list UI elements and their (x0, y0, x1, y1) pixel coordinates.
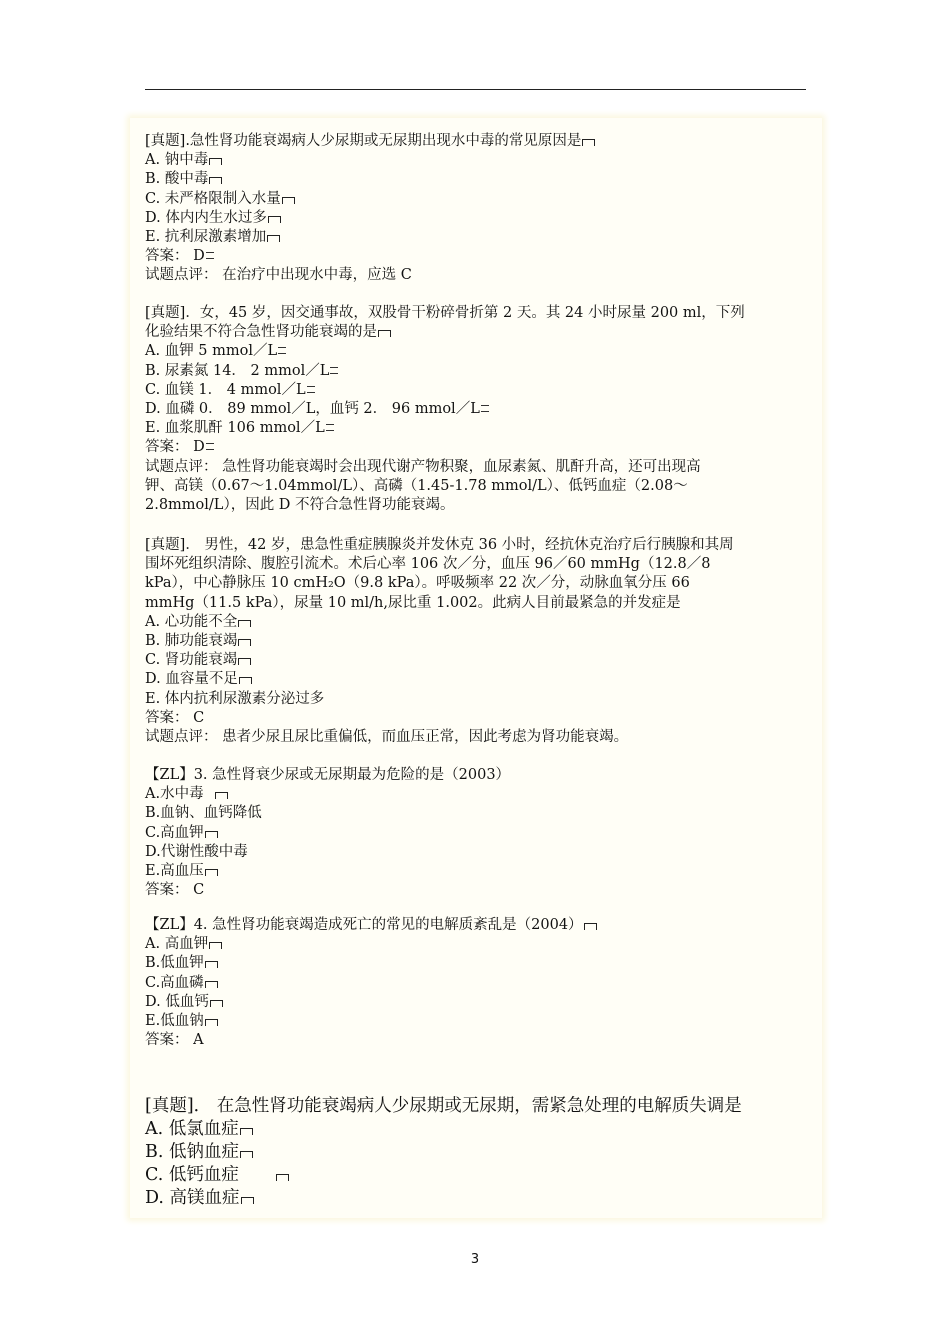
option-a: A. 钠中毒 (145, 152, 209, 169)
option-e: E.低血钠 (145, 1013, 204, 1030)
end-mark-icon (206, 443, 214, 450)
blank-mark-icon (209, 942, 222, 949)
header-rule (145, 89, 806, 90)
blank-mark-icon (276, 1174, 289, 1181)
question-stem: [真题]．女，45 岁，因交通事故，双股骨干粉碎骨折第 2 天。其 24 小时尿量 200 ml，下列 (145, 305, 745, 321)
option-b: B. 尿素氮 14． 2 mmol／L (145, 362, 330, 379)
answer: 答案： D (145, 439, 205, 456)
option-c: C.高血钾 (145, 824, 204, 841)
option-e: E. 抗利尿激素增加 (145, 229, 267, 246)
end-mark-icon (307, 386, 315, 393)
blank-mark-icon (240, 1151, 253, 1158)
option-a: A.水中毒 (145, 786, 204, 803)
comment: 试题点评： 患者少尿且尿比重偏低，而血压正常，因此考虑为肾功能衰竭。 (145, 729, 629, 746)
blank-mark-icon (584, 923, 597, 930)
answer: 答案： A (145, 1032, 204, 1049)
comment-cont: 钾、高镁（0.67～1.04mmol/L）、高磷（1.45-1.78 mmol/L）、低钙血症（2.08～ (145, 477, 688, 494)
blank-mark-icon (205, 981, 218, 988)
blank-mark-icon (209, 158, 222, 165)
option-c: C. 未严格限制入水量 (145, 190, 281, 207)
blank-mark-icon (209, 177, 222, 184)
question-3 (145, 536, 817, 747)
question-4 (145, 766, 817, 900)
blank-mark-icon (210, 1000, 223, 1007)
question-stem-cont: 围坏死组织清除、腹腔引流术。术后心率 106 次／分，血压 96／60 mmHg（12.8／8 (145, 556, 711, 573)
end-mark-icon (481, 405, 489, 412)
option-c: C. 低钙血症 (145, 1165, 239, 1185)
option-d: D. 体内内生水过多 (145, 209, 267, 226)
question-5 (145, 916, 817, 1050)
option-a: A. 高血钾 (145, 936, 209, 953)
question-stem-cont: kPa），中心静脉压 10 cmH₂O（9.8 kPa）。呼吸频率 22 次／分，动脉血氧分压 66 (145, 575, 690, 592)
blank-mark-icon (282, 197, 295, 204)
answer: 答案： C (145, 709, 205, 726)
blank-mark-icon (238, 658, 251, 665)
option-c: C.高血磷 (145, 974, 204, 991)
blank-mark-icon (205, 831, 218, 838)
option-a: A. 血钾 5 mmol／L (145, 343, 278, 360)
blank-mark-icon (215, 792, 228, 799)
comment-cont: 2.8mmol/L），因此 D 不符合急性肾功能衰竭。 (145, 497, 455, 514)
option-d: D. 血磷 0． 89 mmol／L，血钙 2． 96 mmol／L (145, 401, 480, 418)
option-c: C. 肾功能衰竭 (145, 652, 238, 669)
blank-mark-icon (238, 620, 251, 627)
question-stem: 【ZL】4. 急性肾功能衰竭造成死亡的常见的电解质紊乱是（2004） (145, 917, 583, 933)
page-number: 3 (470, 1252, 480, 1267)
question-2 (145, 304, 817, 515)
option-a: A. 心功能不全 (145, 613, 238, 630)
question-stem: [真题].急性肾功能衰竭病人少尿期或无尿期出现水中毒的常见原因是 (145, 133, 582, 149)
option-e: E. 体内抗利尿激素分泌过多 (145, 690, 325, 707)
blank-mark-icon (240, 1128, 253, 1135)
blank-mark-icon (241, 1197, 254, 1204)
question-stem: 【ZL】3. 急性肾衰少尿或无尿期最为危险的是（2003） (145, 767, 511, 783)
option-c: C. 血镁 1． 4 mmol／L (145, 381, 306, 398)
question-1 (145, 132, 817, 286)
end-mark-icon (278, 347, 286, 354)
answer: 答案： D (145, 248, 205, 265)
blank-mark-icon (378, 330, 391, 337)
end-mark-icon (326, 424, 334, 431)
blank-mark-icon (238, 639, 251, 646)
end-mark-icon (206, 252, 214, 259)
question-6 (145, 1095, 817, 1210)
option-e: E.高血压 (145, 863, 204, 880)
blank-mark-icon (582, 139, 595, 146)
comment: 试题点评： 在治疗中出现水中毒，应选 C (145, 267, 412, 284)
option-b: B.低血钾 (145, 955, 204, 972)
comment: 试题点评： 急性肾功能衰竭时会出现代谢产物积聚，血尿素氮、肌酐升高，还可出现高 (145, 458, 701, 475)
end-mark-icon (330, 367, 338, 374)
option-b: B. 肺功能衰竭 (145, 633, 238, 650)
option-d: D. 低血钙 (145, 993, 209, 1010)
blank-mark-icon (267, 235, 280, 242)
blank-mark-icon (205, 961, 218, 968)
option-b: B. 酸中毒 (145, 171, 209, 188)
option-b: B. 低钠血症 (145, 1142, 239, 1162)
question-stem: [真题]． 在急性肾功能衰竭病人少尿期或无尿期，需紧急处理的电解质失调是 (145, 1096, 742, 1116)
blank-mark-icon (268, 216, 281, 223)
blank-mark-icon (205, 1019, 218, 1026)
option-d: D.代谢性酸中毒 (145, 843, 248, 860)
question-stem-cont: 化验结果不符合急性肾功能衰竭的是 (145, 324, 377, 341)
question-stem-cont: mmHg（11.5 kPa），尿量 10 ml/h,尿比重 1.002。此病人目前最紧急的并发症是 (145, 594, 681, 611)
blank-mark-icon (239, 677, 252, 684)
option-a: A. 低氯血症 (145, 1119, 239, 1139)
option-e: E. 血浆肌酐 106 mmol／L (145, 420, 325, 437)
question-stem: [真题]． 男性，42 岁，患急性重症胰腺炎并发休克 36 小时，经抗休克治疗后行胰腺和其周 (145, 537, 734, 553)
option-d: D. 血容量不足 (145, 671, 238, 688)
blank-mark-icon (205, 869, 218, 876)
answer: 答案： C (145, 882, 205, 899)
option-b: B.血钠、血钙降低 (145, 805, 262, 822)
option-d: D. 高镁血症 (145, 1188, 240, 1208)
question-block (130, 118, 822, 1218)
